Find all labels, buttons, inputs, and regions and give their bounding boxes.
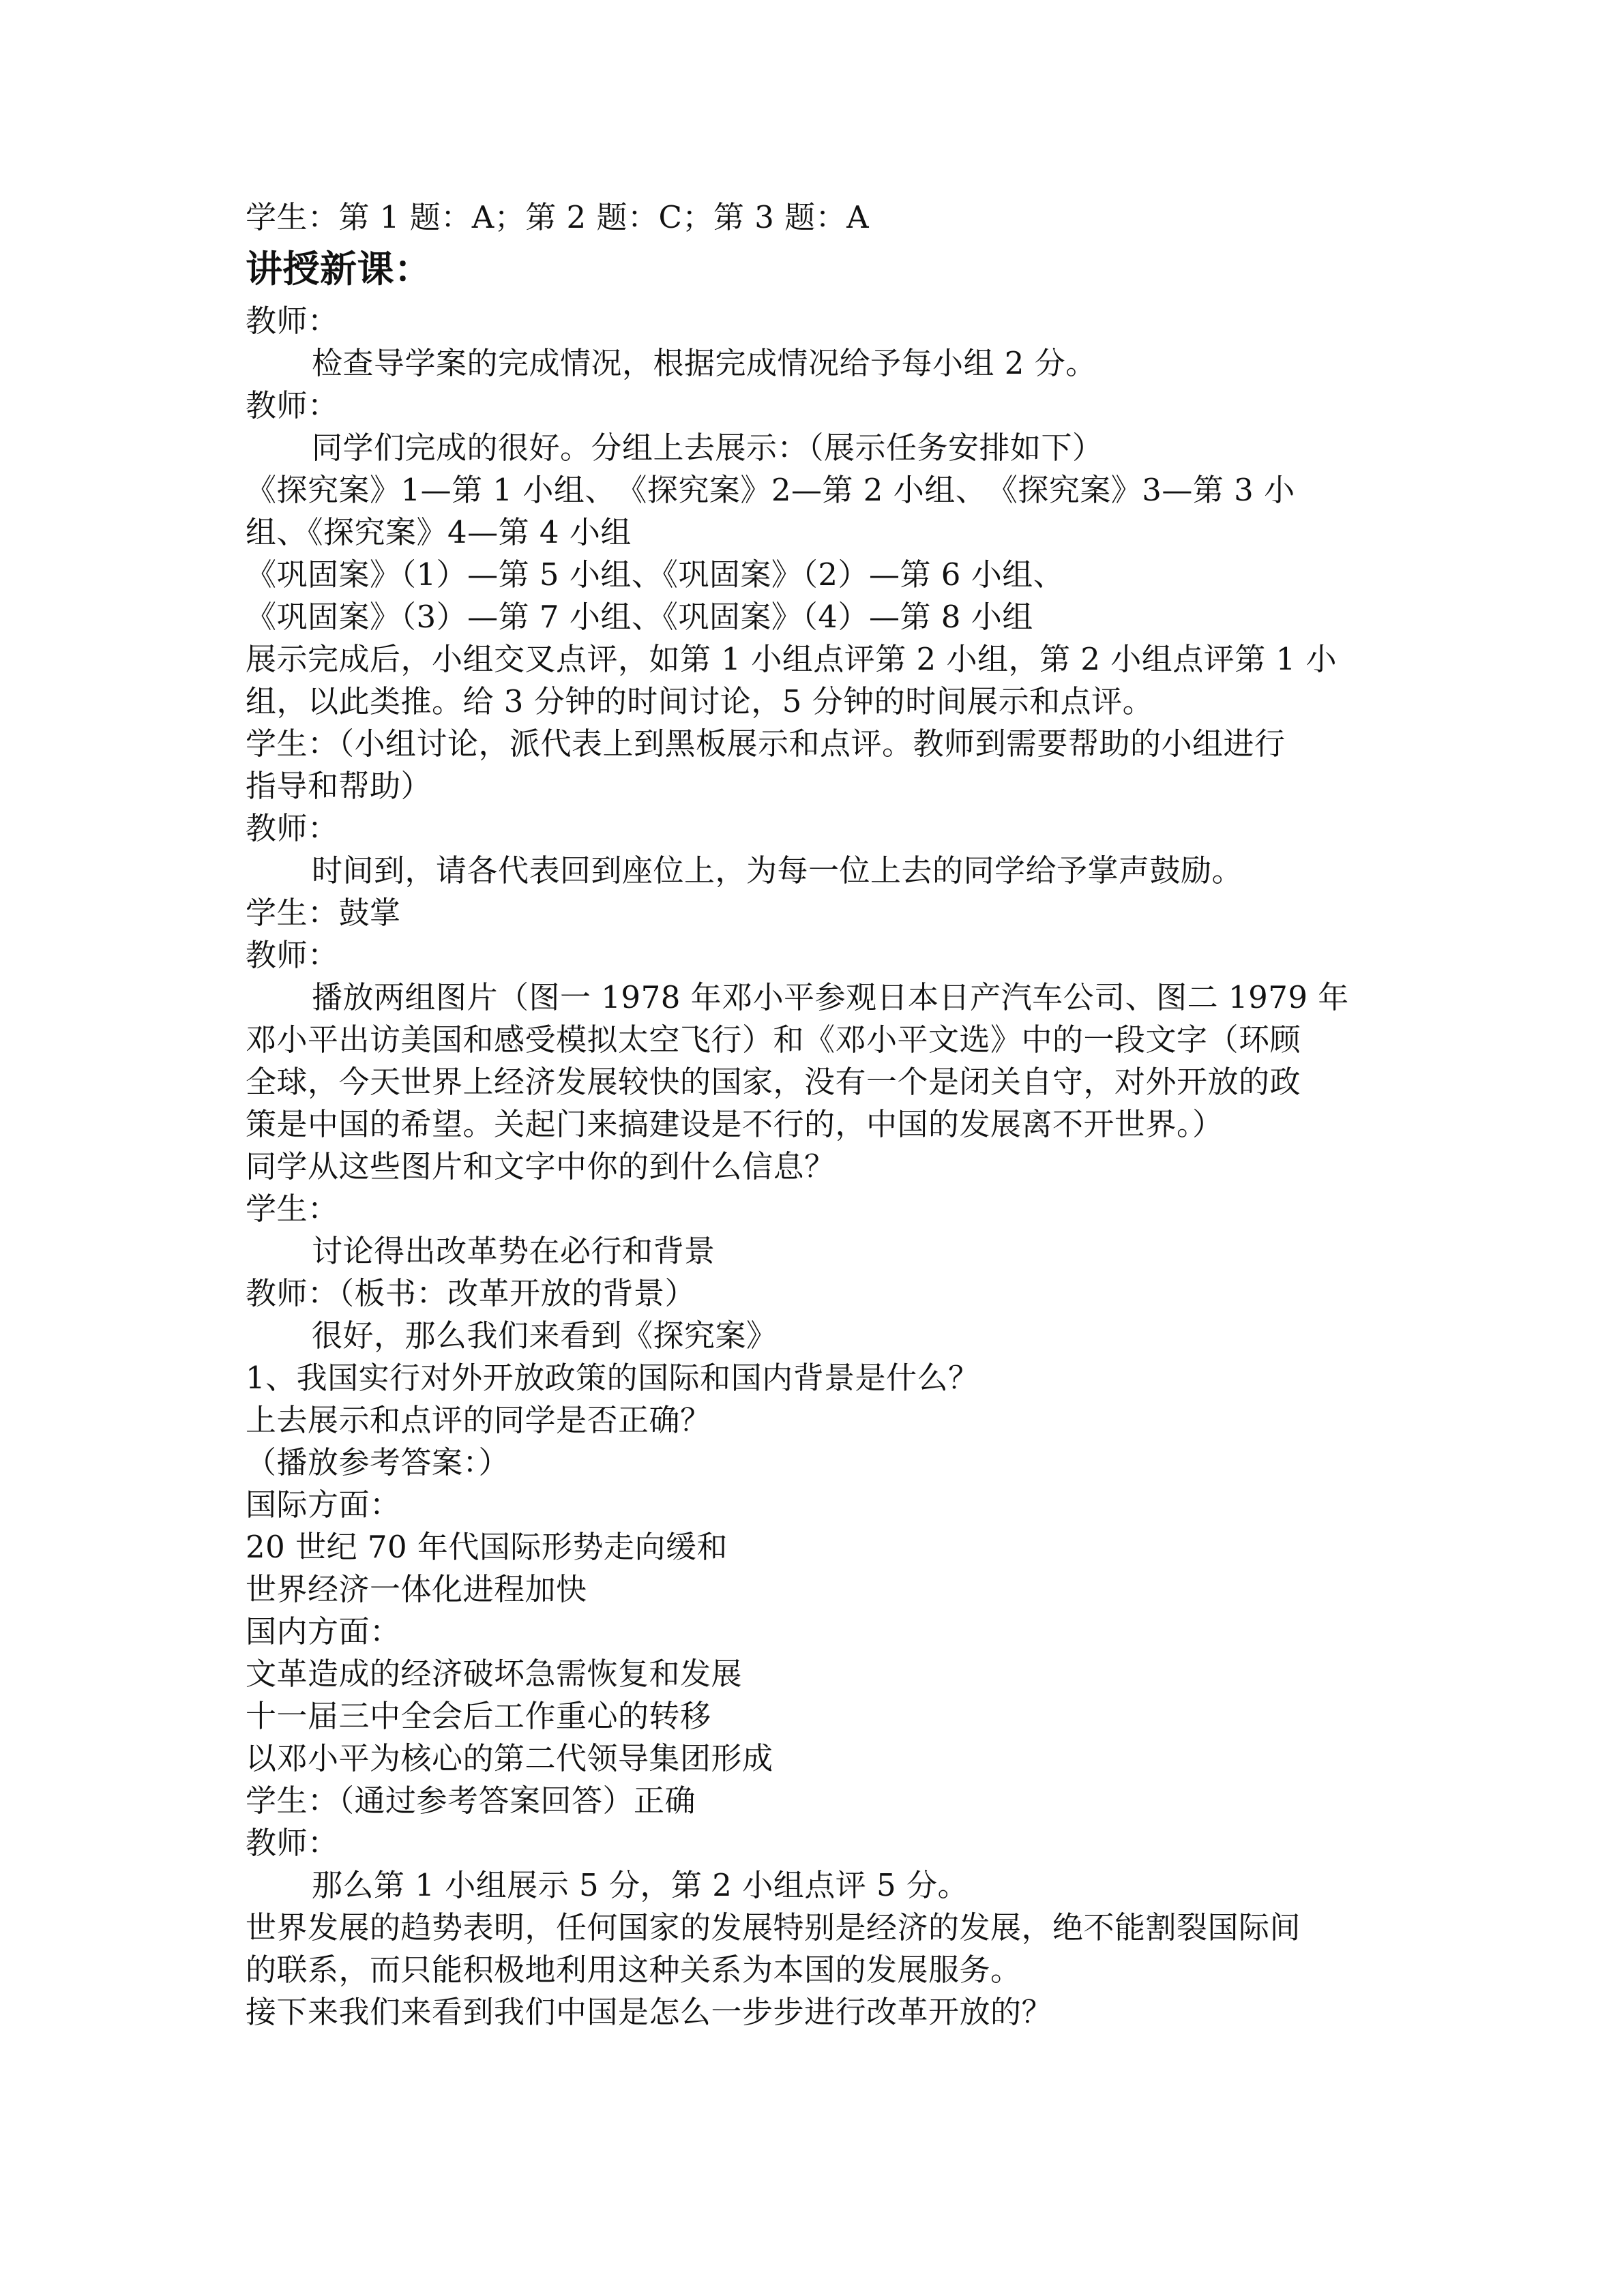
text-line: 组、《探究案》4—第 4 小组 <box>246 514 632 550</box>
text-line: 以邓小平为核心的第二代领导集团形成 <box>246 1740 773 1776</box>
text-line: 全球，今天世界上经济发展较快的国家，没有一个是闭关自守，对外开放的政 <box>246 1064 1301 1100</box>
text-line: 1、我国实行对外开放政策的国际和国内背景是什么？ <box>246 1360 979 1396</box>
section-heading: 讲授新课： <box>246 248 432 290</box>
text-line: 学生：（小组讨论，派代表上到黑板展示和点评。教师到需要帮助的小组进行 <box>246 726 1286 762</box>
text-line: 教师： <box>246 810 339 846</box>
text-line: 国际方面： <box>246 1487 401 1523</box>
text-line: 学生： <box>246 1191 339 1227</box>
text-line: 展示完成后，小组交叉点评，如第 1 小组点评第 2 小组，第 2 小组点评第 1 小 <box>246 641 1337 677</box>
text-line: 很好，那么我们来看到《探究案》 <box>312 1317 778 1354</box>
text-line: 学生：（通过参考答案回答）正确 <box>246 1783 696 1819</box>
text-line: 学生：鼓掌 <box>246 895 401 931</box>
text-line: 的联系，而只能积极地利用这种关系为本国的发展服务。 <box>246 1952 1022 1988</box>
text-line: 教师： <box>246 1825 339 1861</box>
text-line: 邓小平出访美国和感受模拟太空飞行）和《邓小平文选》中的一段文字（环顾 <box>246 1022 1301 1058</box>
text-line: 教师： <box>246 303 339 339</box>
text-line: 组，以此类推。给 3 分钟的时间讨论，5 分钟的时间展示和点评。 <box>246 683 1154 719</box>
text-line: 接下来我们来看到我们中国是怎么一步步进行改革开放的？ <box>246 1994 1053 2030</box>
text-line: 教师： <box>246 387 339 423</box>
text-line: 指导和帮助） <box>246 768 432 804</box>
text-line: 教师：（板书：改革开放的背景） <box>246 1275 696 1311</box>
text-line: 世界经济一体化进程加快 <box>246 1571 587 1607</box>
document-body <box>246 196 1391 2033</box>
text-line: 文革造成的经济破坏急需恢复和发展 <box>246 1656 743 1692</box>
text-line: 学生：第 1 题：A；第 2 题：C；第 3 题：A <box>246 199 870 235</box>
text-line: 时间到，请各代表回到座位上，为每一位上去的同学给予掌声鼓励。 <box>312 852 1243 889</box>
text-line: 《巩固案》（3）—第 7 小组、《巩固案》（4）—第 8 小组 <box>246 599 1033 635</box>
text-line: 《探究案》1—第 1 小组、 《探究案》2—第 2 小组、 《探究案》3—第 3 小 <box>246 472 1295 508</box>
text-line: 20 世纪 70 年代国际形势走向缓和 <box>246 1529 728 1565</box>
text-line: 同学从这些图片和文字中你的到什么信息？ <box>246 1148 836 1184</box>
text-line: 世界发展的趋势表明，任何国家的发展特别是经济的发展，绝不能割裂国际间 <box>246 1909 1301 1945</box>
text-line: 十一届三中全会后工作重心的转移 <box>246 1698 711 1734</box>
text-line: （播放参考答案：） <box>246 1444 510 1480</box>
text-line: 《巩固案》（1）—第 5 小组、《巩固案》（2）—第 6 小组、 <box>246 556 1065 593</box>
text-line: 策是中国的希望。关起门来搞建设是不行的，中国的发展离不开世界。） <box>246 1106 1224 1142</box>
text-line: 教师： <box>246 937 339 973</box>
text-line: 那么第 1 小组展示 5 分，第 2 小组点评 5 分。 <box>312 1867 969 1903</box>
text-line: 播放两组图片（图一 1978 年邓小平参观日本日产汽车公司、图二 1979 年 <box>312 979 1349 1015</box>
text-line: 同学们完成的很好。分组上去展示：（展示任务安排如下） <box>312 430 1104 466</box>
text-line: 上去展示和点评的同学是否正确？ <box>246 1402 711 1438</box>
text-line: 国内方面： <box>246 1613 401 1650</box>
text-line: 检查导学案的完成情况，根据完成情况给予每小组 2 分。 <box>312 345 1097 381</box>
text-line: 讨论得出改革势在必行和背景 <box>312 1233 715 1269</box>
